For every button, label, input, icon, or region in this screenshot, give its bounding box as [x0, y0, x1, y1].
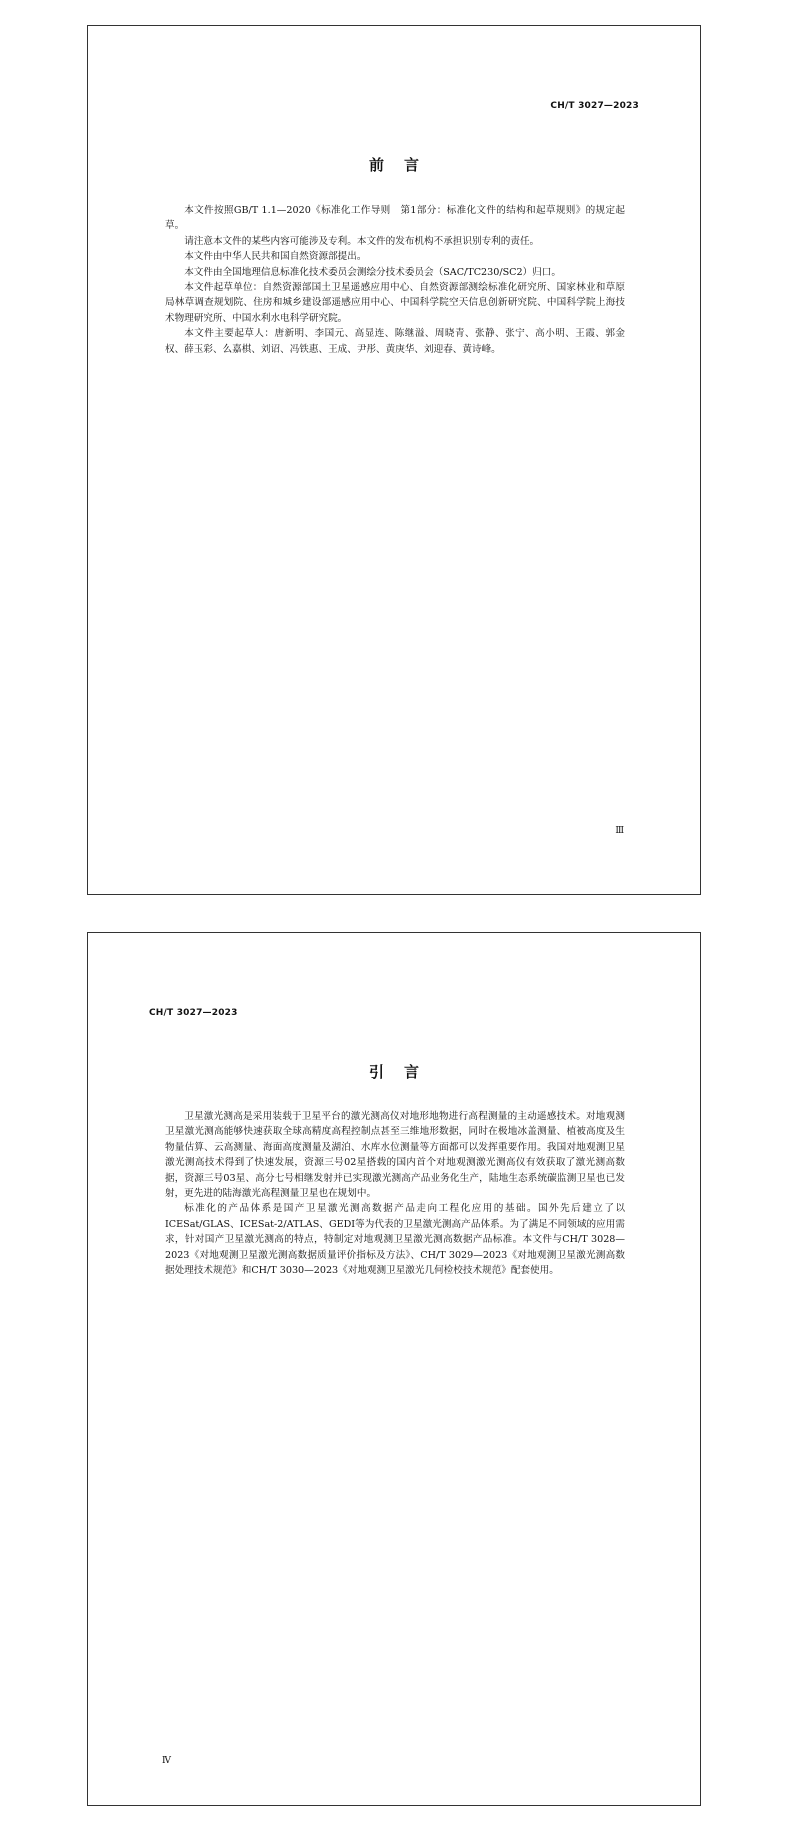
document-page-introduction — [87, 932, 701, 1806]
page-number: Ⅳ — [162, 1756, 171, 1766]
standard-code-header: CH/T 3027—2023 — [550, 101, 639, 111]
section-title: 引言 — [368, 1063, 439, 1081]
foreword-body — [165, 203, 625, 357]
paragraph: 标准化的产品体系是国产卫星激光测高数据产品走向工程化应用的基础。国外先后建立了以ICESat/GLAS、ICESat-2/ATLAS、GEDI等为代表的卫星激光测高产品体系。为了满足不同领域的应用需求，针对国产卫星激光测高的特点，特制定对地观测卫星激光测高数据产品标准。本文件与CH/T 3028—2023《对地观测卫星激光测高数据质量评价指标及方法》、CH/T 3029—2023《对地观测卫星激光测高数据处理技术规范》和CH/T 3030—2023《对地观测卫星激光几何检校技术规范》配套使用。 — [165, 1203, 625, 1277]
paragraph: 本文件由全国地理信息标准化技术委员会测绘分技术委员会（SAC/TC230/SC2）归口。 — [184, 266, 561, 278]
section-title: 前言 — [368, 156, 439, 174]
page-number: Ⅲ — [615, 826, 624, 836]
paragraph: 请注意本文件的某些内容可能涉及专利。本文件的发布机构不承担识别专利的责任。 — [184, 235, 540, 247]
paragraph: 本文件按照GB/T 1.1—2020《标准化工作导则 第1部分：标准化文件的结构和起草规则》的规定起草。 — [165, 205, 625, 232]
paragraph: 本文件起草单位：自然资源部国土卫星遥感应用中心、自然资源部测绘标准化研究所、国家林业和草原局林草调查规划院、住房和城乡建设部遥感应用中心、中国科学院空天信息创新研究院、中国科学院上海技术物理研究所、中国水利水电科学研究院。 — [165, 282, 625, 324]
paragraph: 卫星激光测高是采用装载于卫星平台的激光测高仪对地形地物进行高程测量的主动遥感技术。对地观测卫星激光测高能够快速获取全球高精度高程控制点甚至三维地形数据，同时在极地冰盖测量、植被高度及生物量估算、云高测量、海面高度测量及湖泊、水库水位测量等方面都可以发挥重要作用。我国对地观测卫星激光测高技术得到了快速发展，资源三号02星搭载的国内首个对地观测激光测高仪有效获取了激光测高数据，资源三号03星、高分七号相继发射并已实现激光测高产品业务化生产，陆地生态系统碳监测卫星也已发射，更先进的陆海激光高程测量卫星也在规划中。 — [165, 1111, 625, 1200]
paragraph: 本文件主要起草人：唐新明、李国元、高显连、陈继溢、周晓青、张静、张宁、高小明、王霞、郭金权、薛玉彩、么嘉棋、刘诏、冯铁惠、王成、尹彤、黄庚华、刘迎春、黄诗峰。 — [165, 328, 625, 355]
document-page-foreword — [87, 25, 701, 895]
standard-code-header: CH/T 3027—2023 — [149, 1008, 238, 1018]
introduction-body — [165, 1109, 625, 1278]
paragraph: 本文件由中华人民共和国自然资源部提出。 — [184, 251, 367, 263]
